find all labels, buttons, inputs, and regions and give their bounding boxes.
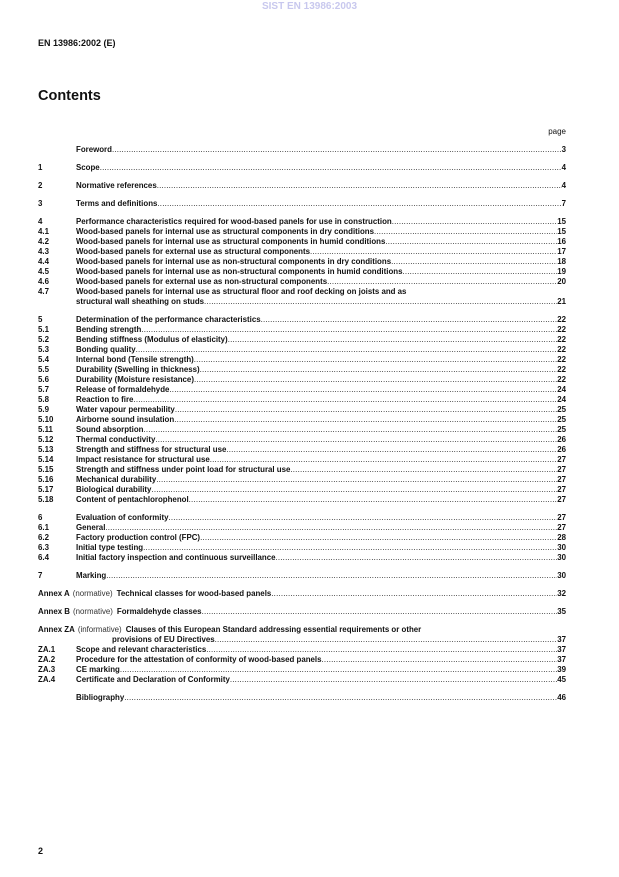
entry-page: 20	[557, 277, 566, 286]
toc-entry[interactable]	[38, 625, 566, 635]
toc-entry[interactable]	[38, 571, 566, 581]
dot-leader	[391, 257, 557, 267]
toc-entry[interactable]	[38, 455, 566, 465]
dot-leader	[141, 325, 557, 335]
toc-group	[38, 589, 566, 599]
entry-title: Strength and stiffness under point load for structural use	[76, 465, 291, 474]
entry-number: 6.3	[38, 543, 49, 552]
entry-page: 22	[557, 325, 566, 334]
page-title: Contents	[38, 88, 101, 104]
entry-number: 4.4	[38, 257, 49, 266]
dot-leader	[327, 277, 557, 287]
entry-page: 25	[557, 415, 566, 424]
entry-page: 24	[557, 385, 566, 394]
entry-title: Initial factory inspection and continuous surveillance	[76, 553, 276, 562]
entry-page: 22	[557, 335, 566, 344]
toc-entry[interactable]	[38, 513, 566, 523]
entry-page: 32	[557, 589, 566, 598]
entry-page: 27	[557, 455, 566, 464]
dot-leader	[124, 693, 557, 703]
toc-group	[38, 571, 566, 581]
dot-leader	[276, 553, 558, 563]
entry-title: General	[76, 523, 106, 532]
entry-title: Sound absorption	[76, 425, 144, 434]
entry-number: ZA.3	[38, 665, 56, 674]
entry-number: 4.1	[38, 227, 49, 236]
dot-leader	[156, 475, 557, 485]
entry-page: 19	[557, 267, 566, 276]
toc-entry[interactable]	[38, 475, 566, 485]
entry-page: 25	[557, 405, 566, 414]
dot-leader	[230, 675, 557, 685]
annex-type: (normative)	[72, 589, 113, 598]
entry-title-continued: structural wall sheathing on studs	[76, 297, 205, 306]
entry-page: 30	[557, 553, 566, 562]
dot-leader	[385, 237, 557, 247]
entry-title: Wood-based panels for internal use as structural floor and roof decking on joists and as	[76, 287, 407, 296]
annex-label: Annex ZA	[38, 625, 75, 634]
entry-title: Release of formaldehyde	[76, 385, 170, 394]
toc-group	[38, 625, 566, 685]
dot-leader	[189, 495, 558, 505]
entry-title: Technical classes for wood-based panels	[116, 589, 272, 598]
dot-leader	[271, 589, 557, 599]
entry-page: 39	[557, 665, 566, 674]
entry-number: 6.2	[38, 533, 49, 542]
entry-title: Marking	[76, 571, 107, 580]
dot-leader	[143, 543, 557, 553]
entry-page: 27	[557, 485, 566, 494]
toc-entry[interactable]	[38, 645, 566, 655]
entry-page: 27	[557, 465, 566, 474]
toc-group	[38, 607, 566, 617]
entry-number: 5.18	[38, 495, 54, 504]
toc-entry-continuation[interactable]	[38, 635, 566, 645]
entry-page: 26	[557, 445, 566, 454]
entry-number: 4.5	[38, 267, 49, 276]
entry-page: 22	[557, 315, 566, 324]
entry-number: 4.3	[38, 247, 49, 256]
entry-number: 5.6	[38, 375, 49, 384]
entry-number	[38, 693, 76, 703]
entry-title: Terms and definitions	[76, 199, 158, 208]
entry-page: 15	[557, 217, 566, 226]
table-of-contents	[38, 145, 566, 711]
dot-leader	[136, 345, 558, 355]
toc-entry[interactable]	[38, 145, 566, 155]
entry-page: 16	[557, 237, 566, 246]
dot-leader	[202, 607, 558, 617]
entry-number: 5.7	[38, 385, 49, 394]
entry-title: Normative references	[76, 181, 157, 190]
toc-entry[interactable]	[38, 465, 566, 475]
entry-title: Airborne sound insulation	[76, 415, 175, 424]
page-column-header: page	[548, 127, 566, 136]
entry-title: Biological durability	[76, 485, 152, 494]
toc-entry[interactable]	[38, 533, 566, 543]
entry-title: Wood-based panels for internal use as structural components in humid conditions	[76, 237, 386, 246]
toc-entry[interactable]	[38, 277, 566, 287]
entry-page: 25	[557, 425, 566, 434]
entry-number: 5.13	[38, 445, 54, 454]
entry-number: 5.11	[38, 425, 53, 434]
entry-number: ZA.1	[38, 645, 56, 654]
entry-number: 4.7	[38, 287, 49, 296]
entry-number: 5.9	[38, 405, 49, 414]
dot-leader	[169, 513, 558, 523]
entry-page: 45	[557, 675, 566, 684]
entry-number: 2	[38, 181, 43, 190]
entry-page: 22	[557, 365, 566, 374]
dot-leader	[392, 217, 558, 227]
dot-leader	[228, 335, 558, 345]
toc-entry[interactable]	[38, 395, 566, 405]
entry-number: 4.6	[38, 277, 49, 286]
entry-page: 27	[557, 495, 566, 504]
toc-group	[38, 693, 566, 703]
dot-leader	[133, 395, 557, 405]
toc-entry[interactable]	[38, 375, 566, 385]
toc-entry[interactable]	[38, 247, 566, 257]
toc-entry[interactable]	[38, 237, 566, 247]
toc-entry[interactable]	[38, 385, 566, 395]
entry-number: 4	[38, 217, 43, 226]
dot-leader	[215, 635, 558, 645]
entry-title: Wood-based panels for internal use as non-structural components in dry conditions	[76, 257, 392, 266]
watermark: SIST EN 13986:2003	[261, 1, 358, 12]
toc-entry[interactable]	[38, 181, 566, 191]
entry-title: Clauses of this European Standard addressing essential requirements or other	[125, 625, 422, 634]
entry-number: 3	[38, 199, 43, 208]
dot-leader	[151, 485, 557, 495]
entry-page: 21	[557, 297, 566, 306]
toc-entry[interactable]	[38, 267, 566, 277]
entry-page: 22	[557, 355, 566, 364]
toc-entry[interactable]	[38, 365, 566, 375]
toc-entry[interactable]	[38, 163, 566, 173]
entry-page: 27	[557, 523, 566, 532]
entry-page: 4	[561, 181, 566, 190]
entry-title: Formaldehyde classes	[116, 607, 202, 616]
toc-group	[38, 217, 566, 307]
document-id: EN 13986:2002 (E)	[38, 38, 116, 48]
dot-leader	[100, 163, 562, 173]
entry-number: 5.15	[38, 465, 54, 474]
toc-entry[interactable]	[38, 607, 566, 617]
entry-title: Durability (Moisture resistance)	[76, 375, 194, 384]
entry-page: 22	[557, 345, 566, 354]
entry-number: 5.4	[38, 355, 49, 364]
toc-group	[38, 315, 566, 505]
toc-entry[interactable]	[38, 325, 566, 335]
dot-leader	[374, 227, 557, 237]
dot-leader	[175, 405, 557, 415]
toc-entry[interactable]	[38, 445, 566, 455]
toc-entry[interactable]	[38, 355, 566, 365]
entry-number: 5.12	[38, 435, 54, 444]
entry-title: Reaction to fire	[76, 395, 134, 404]
dot-leader	[290, 465, 557, 475]
dot-leader	[322, 655, 558, 665]
toc-entry[interactable]	[38, 675, 566, 685]
dot-leader	[174, 415, 557, 425]
entry-title: Wood-based panels for internal use as structural components in dry conditions	[76, 227, 374, 236]
annex-label: Annex A	[38, 589, 70, 598]
entry-page: 18	[557, 257, 566, 266]
entry-title: Strength and stiffness for structural use	[76, 445, 227, 454]
entry-number	[38, 145, 76, 155]
entry-page: 26	[557, 435, 566, 444]
dot-leader	[169, 385, 557, 395]
entry-page: 37	[557, 645, 566, 654]
entry-number: ZA.2	[38, 655, 56, 664]
entry-number: 4.2	[38, 237, 49, 246]
entry-title: Initial type testing	[76, 543, 144, 552]
toc-entry[interactable]	[38, 199, 566, 209]
entry-number: ZA.4	[38, 675, 56, 684]
entry-title-continued: provisions of EU Directives	[112, 635, 215, 644]
dot-leader	[194, 355, 557, 365]
entry-page: 28	[557, 533, 566, 542]
annex-label: Annex B	[38, 607, 71, 616]
toc-entry[interactable]	[38, 589, 566, 599]
entry-page: 30	[557, 571, 566, 580]
entry-number: 6.1	[38, 523, 49, 532]
toc-entry[interactable]	[38, 693, 566, 703]
dot-leader	[112, 145, 562, 155]
dot-leader	[157, 199, 561, 209]
entry-title: Foreword	[76, 145, 112, 154]
entry-title: Bibliography	[76, 693, 125, 702]
entry-title: Performance characteristics required for wood-based panels for use in construction	[76, 217, 392, 226]
entry-title: Factory production control (FPC)	[76, 533, 201, 542]
entry-title: Content of pentachlorophenol	[76, 495, 189, 504]
entry-number: 5.17	[38, 485, 54, 494]
toc-entry[interactable]	[38, 335, 566, 345]
entry-number: 6.4	[38, 553, 49, 562]
entry-title: Determination of the performance characteristics	[76, 315, 261, 324]
toc-group	[38, 199, 566, 209]
entry-title: Certificate and Declaration of Conformity	[76, 675, 230, 684]
dot-leader	[206, 645, 557, 655]
toc-entry[interactable]	[38, 425, 566, 435]
toc-entry[interactable]	[38, 655, 566, 665]
toc-entry[interactable]	[38, 315, 566, 325]
entry-number: 5.10	[38, 415, 54, 424]
entry-number: 5.1	[38, 325, 49, 334]
entry-page: 46	[557, 693, 566, 702]
toc-entry[interactable]	[38, 257, 566, 267]
dot-leader	[226, 445, 557, 455]
annex-type: (normative)	[73, 607, 113, 616]
entry-title: Wood-based panels for external use as structural components	[76, 247, 310, 256]
entry-page: 24	[557, 395, 566, 404]
dot-leader	[144, 425, 558, 435]
entry-title: Scope	[76, 163, 100, 172]
toc-entry[interactable]	[38, 345, 566, 355]
entry-page: 37	[557, 655, 566, 664]
dot-leader	[200, 365, 558, 375]
entry-title: Evaluation of conformity	[76, 513, 169, 522]
entry-title: Water vapour permeability	[76, 405, 175, 414]
entry-page: 22	[557, 375, 566, 384]
entry-title: Durability (Swelling in thickness)	[76, 365, 200, 374]
entry-page: 4	[561, 163, 566, 172]
dot-leader	[310, 247, 557, 257]
entry-page: 7	[561, 199, 566, 208]
toc-entry-continuation[interactable]	[38, 297, 566, 307]
entry-title: Procedure for the attestation of conformity of wood-based panels	[76, 655, 322, 664]
toc-entry[interactable]	[38, 405, 566, 415]
entry-title: Scope and relevant characteristics	[76, 645, 207, 654]
entry-title: Wood-based panels for internal use as non-structural components in humid conditions	[76, 267, 403, 276]
entry-title: Internal bond (Tensile strength)	[76, 355, 194, 364]
entry-title: Mechanical durability	[76, 475, 157, 484]
toc-group	[38, 513, 566, 563]
dot-leader	[210, 455, 557, 465]
entry-title: Impact resistance for structural use	[76, 455, 210, 464]
entry-number: 1	[38, 163, 43, 172]
toc-entry[interactable]	[38, 227, 566, 237]
entry-page: 3	[561, 145, 566, 154]
dot-leader	[106, 571, 557, 581]
toc-entry[interactable]	[38, 287, 566, 297]
toc-entry[interactable]	[38, 495, 566, 505]
entry-page: 15	[557, 227, 566, 236]
dot-leader	[204, 297, 557, 307]
toc-entry[interactable]	[38, 485, 566, 495]
entry-number: 7	[38, 571, 43, 580]
entry-title: Bending stiffness (Modulus of elasticity)	[76, 335, 228, 344]
entry-page: 27	[557, 513, 566, 522]
entry-number: 6	[38, 513, 43, 522]
entry-page: 27	[557, 475, 566, 484]
page-number: 2	[38, 846, 44, 856]
toc-entry[interactable]	[38, 435, 566, 445]
entry-title: CE marking	[76, 665, 120, 674]
entry-title: Bending strength	[76, 325, 142, 334]
entry-number: 5	[38, 315, 43, 324]
toc-entry[interactable]	[38, 415, 566, 425]
entry-number: 5.3	[38, 345, 49, 354]
dot-leader	[105, 523, 557, 533]
annex-type: (informative)	[77, 625, 122, 634]
entry-page: 37	[557, 635, 566, 644]
entry-number: 5.8	[38, 395, 49, 404]
entry-number: 5.14	[38, 455, 54, 464]
toc-entry[interactable]	[38, 553, 566, 563]
dot-leader	[194, 375, 557, 385]
entry-number: 5.2	[38, 335, 49, 344]
dot-leader	[261, 315, 558, 325]
dot-leader	[157, 181, 562, 191]
toc-entry[interactable]	[38, 217, 566, 227]
dot-leader	[402, 267, 557, 277]
entry-number: 5.5	[38, 365, 49, 374]
entry-page: 30	[557, 543, 566, 552]
toc-entry[interactable]	[38, 523, 566, 533]
toc-entry[interactable]	[38, 543, 566, 553]
entry-number: 5.16	[38, 475, 54, 484]
toc-entry[interactable]	[38, 665, 566, 675]
entry-title: Bonding quality	[76, 345, 136, 354]
toc-group	[38, 181, 566, 191]
entry-title: Thermal conductivity	[76, 435, 156, 444]
toc-group	[38, 145, 566, 155]
dot-leader	[200, 533, 557, 543]
entry-page: 35	[557, 607, 566, 616]
entry-title: Wood-based panels for external use as non-structural components	[76, 277, 328, 286]
toc-group	[38, 163, 566, 173]
dot-leader	[155, 435, 557, 445]
dot-leader	[120, 665, 557, 675]
entry-page: 17	[557, 247, 566, 256]
